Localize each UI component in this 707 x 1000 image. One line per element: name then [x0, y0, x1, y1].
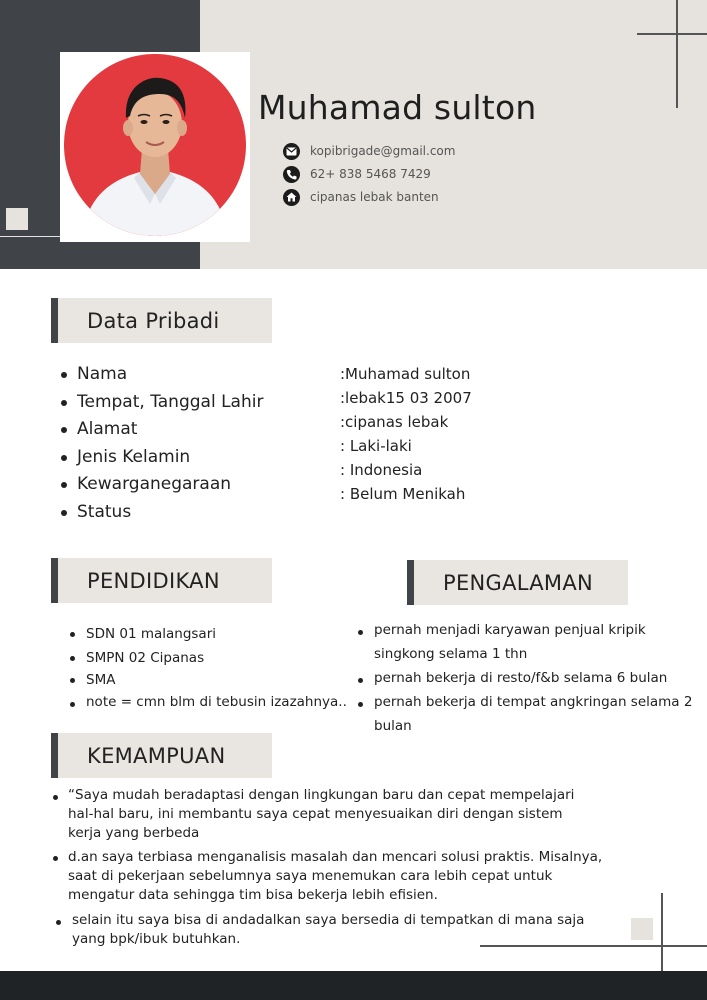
section-header-pendidikan: [51, 558, 272, 603]
bullet: [53, 856, 58, 861]
phone-icon: [283, 166, 300, 183]
skill-line: saat di pekerjaan sebelumnya saya menemukan cara lebih cepat untuk: [68, 868, 553, 884]
experience-item-line: pernah bekerja di tempat angkringan selama 2: [374, 694, 693, 710]
contact-email: [283, 141, 455, 161]
section-title-kemampuan: KEMAMPUAN: [87, 743, 226, 768]
bullet: [358, 678, 363, 683]
value-ttl: :lebak15 03 2007: [340, 389, 472, 407]
decorative-cross-horizontal: [637, 33, 707, 35]
section-marker-bar: [51, 733, 58, 778]
bullet: [358, 630, 363, 635]
skill-line: mengatur data sehingga tim bisa bekerja lebih efisien.: [68, 887, 438, 903]
skill-line: selain itu saya bisa di andadalkan saya bersedia di tempatkan di mana saja: [72, 912, 585, 928]
section-header-data-pribadi: [51, 298, 272, 343]
section-header-kemampuan: [51, 733, 272, 778]
skill-line: hal-hal baru, ini membantu saya cepat menyesuaikan diri dengan sistem: [68, 806, 563, 822]
section-title-pendidikan: PENDIDIKAN: [87, 568, 220, 593]
section-marker-bar: [407, 560, 414, 605]
bullet: [53, 795, 58, 800]
home-icon: [283, 189, 300, 206]
bullet: [61, 510, 67, 516]
value-alamat: :cipanas lebak: [340, 413, 449, 431]
experience-item-line: pernah menjadi karyawan penjual kripik: [374, 622, 646, 638]
skill-line: kerja yang berbeda: [68, 825, 200, 841]
label-nama: Nama: [77, 364, 128, 384]
bullet: [61, 372, 67, 378]
decorative-square: [6, 208, 28, 230]
value-kewarganegaraan: : Indonesia: [340, 461, 423, 479]
label-status: Status: [77, 502, 132, 522]
contact-address: [283, 187, 439, 207]
bullet: [70, 656, 75, 661]
bullet: [61, 455, 67, 461]
skill-line: d.an saya terbiasa menganalisis masalah dan mencari solusi praktis. Misalnya,: [68, 849, 603, 865]
label-ttl: Tempat, Tanggal Lahir: [77, 392, 264, 412]
value-jenis-kelamin: : Laki-laki: [340, 437, 412, 455]
contact-email-text: kopibrigade@gmail.com: [310, 144, 456, 158]
label-alamat: Alamat: [77, 419, 138, 439]
label-jenis-kelamin: Jenis Kelamin: [77, 447, 191, 467]
decorative-square: [631, 918, 653, 940]
profile-photo: [64, 54, 246, 236]
skill-line: “Saya mudah beradaptasi dengan lingkungan baru dan cepat mempelajari: [68, 787, 575, 803]
bullet: [61, 400, 67, 406]
bullet: [70, 632, 75, 637]
section-title-data-pribadi: Data Pribadi: [87, 308, 220, 333]
bullet: [70, 702, 75, 707]
section-marker-bar: [51, 298, 58, 343]
bullet: [56, 920, 61, 925]
candidate-name: Muhamad sulton: [258, 88, 537, 127]
section-header-pengalaman: [407, 560, 628, 605]
footer-bar: [0, 971, 707, 1000]
education-item: note = cmn blm di tebusin izazahnya..: [86, 694, 347, 710]
decorative-cross-horizontal: [480, 945, 707, 947]
experience-item-line: bulan: [374, 718, 412, 734]
skill-line: yang bpk/ibuk butuhkan.: [72, 931, 241, 947]
section-title-pengalaman: PENGALAMAN: [443, 570, 594, 595]
contact-phone-text: 62+ 838 5468 7429: [310, 167, 431, 181]
bullet: [61, 427, 67, 433]
bullet: [358, 702, 363, 707]
education-item: SMA: [86, 672, 116, 688]
education-item: SMPN 02 Cipanas: [86, 650, 205, 666]
contact-address-text: cipanas lebak banten: [310, 190, 439, 204]
experience-item-line: pernah bekerja di resto/f&b selama 6 bulan: [374, 670, 668, 686]
mail-icon: [283, 143, 300, 160]
decorative-cross-vertical: [676, 0, 678, 108]
experience-item-line: singkong selama 1 thn: [374, 646, 528, 662]
bullet: [70, 678, 75, 683]
contact-phone: [283, 164, 431, 184]
bullet: [61, 482, 67, 488]
value-nama: :Muhamad sulton: [340, 365, 471, 383]
section-marker-bar: [51, 558, 58, 603]
label-kewarganegaraan: Kewarganegaraan: [77, 474, 232, 494]
value-status: : Belum Menikah: [340, 485, 466, 503]
education-item: SDN 01 malangsari: [86, 626, 217, 642]
